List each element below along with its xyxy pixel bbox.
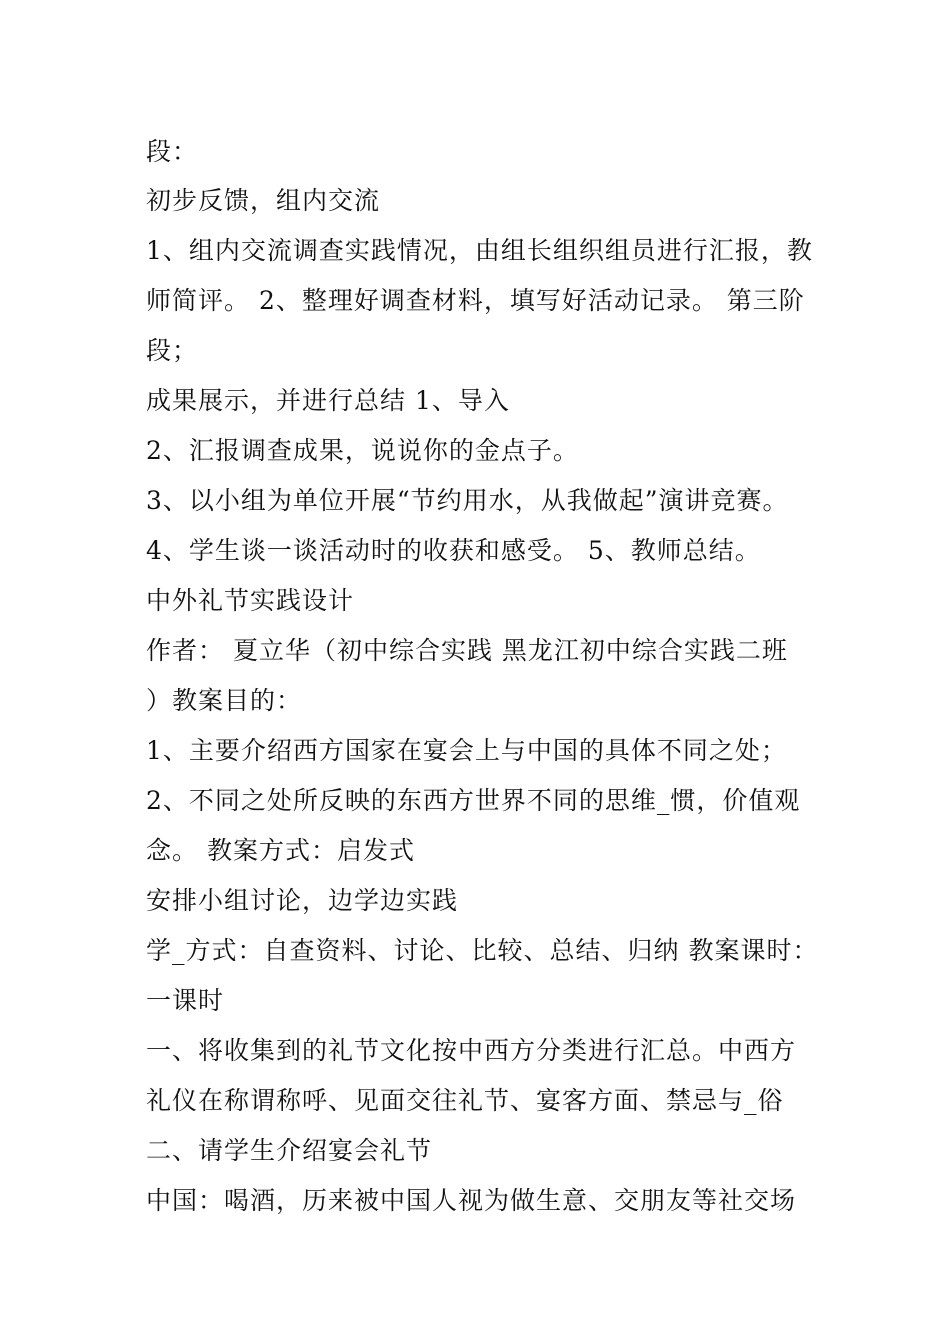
- text-line: 二、请学生介绍宴会礼节: [146, 1136, 433, 1165]
- section-heading: 中外礼节实践设计: [146, 586, 355, 615]
- text-line: 中国：喝酒，历来被中国人视为做生意、交朋友等社交场: [146, 1186, 797, 1215]
- text-line: 3、以小组为单位开展“节约用水，从我做起”演讲竞赛。: [146, 486, 789, 515]
- text-line: 学_方式：自查资料、讨论、比较、总结、归纳 教案课时：: [146, 936, 819, 965]
- text-line: 1、主要介绍西方国家在宴会上与中国的具体不同之处；: [146, 736, 787, 765]
- text-line: 初步反馈，组内交流: [146, 186, 381, 215]
- text-line: 成果展示，并进行总结 1、导入: [146, 386, 510, 415]
- text-line: 师简评。 2、整理好调查材料，填写好活动记录。 第三阶: [146, 286, 805, 315]
- text-line: ）教案目的：: [146, 686, 303, 715]
- text-line: 2、不同之处所反映的东西方世界不同的思维_惯，价值观: [146, 786, 801, 815]
- text-line: 念。 教案方式：启发式: [146, 836, 415, 865]
- text-line: 2、汇报调查成果，说说你的金点子。: [146, 436, 579, 465]
- text-line: 4、学生谈一谈活动时的收获和感受。 5、教师总结。: [146, 536, 761, 565]
- text-line: 安排小组讨论，边学边实践: [146, 886, 459, 915]
- text-line: 段：: [146, 137, 199, 166]
- text-line: 一课时: [146, 986, 225, 1015]
- text-line: 一、将收集到的礼节文化按中西方分类进行汇总。中西方: [146, 1036, 797, 1065]
- text-line: 作者： 夏立华（初中综合实践 黑龙江初中综合实践二班: [146, 636, 788, 665]
- text-line: 礼仪在称谓称呼、见面交往礼节、宴客方面、禁忌与_俗: [146, 1086, 784, 1115]
- text-line: 段；: [146, 336, 199, 365]
- text-line: 1、组内交流调查实践情况，由组长组织组员进行汇报，教: [146, 236, 813, 265]
